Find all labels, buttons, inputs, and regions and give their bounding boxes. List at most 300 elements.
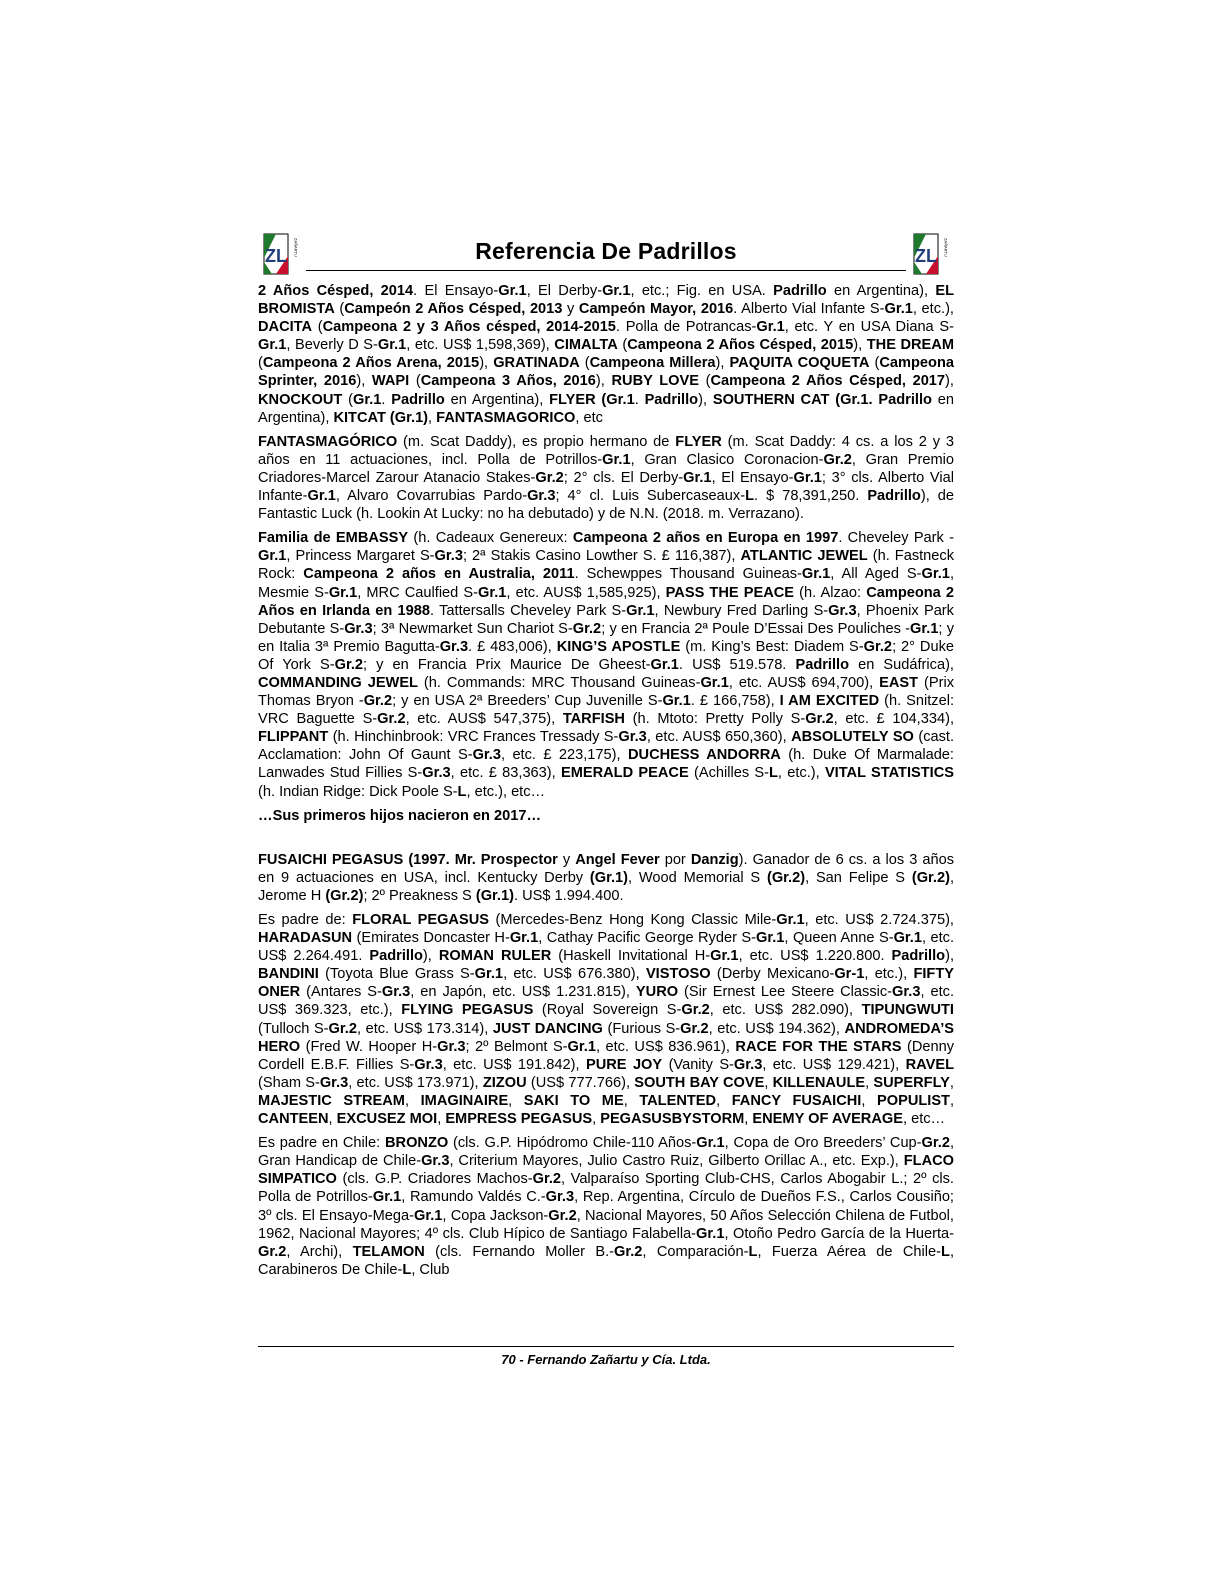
- text-run: , etc.),: [777, 765, 825, 782]
- bold-text-run: Gr.3: [545, 1189, 575, 1206]
- text-run: , etc. US$ 2.264.491.: [258, 930, 955, 965]
- text-run: , Gran Handicap de Chile-: [258, 1135, 955, 1170]
- bold-text-run: FUSAICHI PEGASUS: [258, 851, 404, 868]
- text-run: , Criterium Mayores, Julio Castro Ruiz, Gilberto Orillac A., etc. Exp.),: [449, 1153, 904, 1170]
- text-run: (: [258, 355, 263, 372]
- text-run: , Archi),: [286, 1243, 353, 1260]
- bold-text-run: Gr.1: [377, 337, 407, 354]
- bold-text-run: FLYING PEGASUS: [401, 1002, 534, 1019]
- text-run: ,: [437, 1111, 446, 1128]
- bold-text-run: FLYER (Gr.1: [549, 391, 635, 408]
- bold-text-run: Danzig: [690, 851, 739, 868]
- text-run: y: [562, 301, 579, 318]
- text-run: ,: [949, 1092, 955, 1109]
- svg-text:ZAÑARTU: ZAÑARTU: [293, 238, 299, 257]
- bold-text-run: EMPRESS PEGASUS: [445, 1111, 593, 1128]
- text-run: (cls. Fernando Moller B.-: [424, 1243, 614, 1260]
- text-run: (Sham S-: [258, 1074, 320, 1091]
- text-run: , etc. US$ 836.961),: [595, 1038, 736, 1055]
- text-run: . US$ 1.994.400.: [513, 887, 624, 904]
- text-run: , Gran Clasico Coronacion-: [630, 451, 824, 468]
- text-run: ,: [508, 1092, 524, 1109]
- text-run: (Antares S-: [300, 984, 382, 1001]
- svg-text:ZAÑARTU: ZAÑARTU: [943, 238, 949, 257]
- text-run: , etc. US$ 173.314),: [356, 1020, 493, 1037]
- bold-text-run: Padrillo: [891, 948, 946, 965]
- paragraph-primeros-hijos: [258, 807, 954, 825]
- bold-text-run: PAQUITA COQUETA: [729, 355, 870, 372]
- text-run: , Club: [411, 1261, 450, 1278]
- text-run: ; y en Francia 2ª Poule D’Essai Des Pouliches -: [601, 620, 911, 637]
- bold-text-run: (Gr.2): [325, 887, 364, 904]
- text-run: , Princess Margaret S-: [286, 548, 435, 565]
- bold-text-run: Gr.1: [307, 488, 336, 505]
- text-run: , Cathay Pacific George Ryder S-: [538, 930, 757, 947]
- text-run: (: [869, 355, 880, 372]
- bold-text-run: ROMAN RULER: [438, 948, 552, 965]
- bold-text-run: WAPI: [371, 373, 410, 390]
- bold-text-run: Campeona 2 años en Australia, 2011: [303, 566, 575, 583]
- text-run: (: [698, 373, 711, 390]
- bold-text-run: (Gr.1): [475, 887, 514, 904]
- bold-text-run: DACITA: [258, 319, 313, 336]
- text-run: (: [617, 337, 628, 354]
- bold-text-run: FLORAL PEGASUS: [352, 912, 489, 928]
- page-header: [258, 232, 954, 276]
- bold-text-run: Gr.3: [828, 602, 857, 619]
- text-run: en Argentina),: [444, 391, 550, 408]
- text-run: ),: [853, 337, 867, 354]
- bold-text-run: Gr.1: [921, 566, 950, 583]
- bold-text-run: Gr.1: [258, 548, 287, 565]
- bold-text-run: Gr.1: [696, 1225, 725, 1242]
- text-run: Es padre de:: [258, 912, 353, 928]
- bold-text-run: FIFTY ONER: [258, 966, 954, 1001]
- text-run: ,: [861, 1092, 877, 1109]
- text-run: (h. Fastneck Rock:: [258, 548, 955, 583]
- bold-text-run: Gr.3: [439, 638, 469, 655]
- text-run: , Mesmie S-: [258, 566, 954, 601]
- text-run: (h. Alzao:: [794, 584, 867, 601]
- bold-text-run: Gr.1: [710, 948, 739, 965]
- bold-text-run: Gr.1: [650, 656, 679, 673]
- bold-text-run: RAVEL: [905, 1056, 954, 1073]
- text-run: ,: [592, 1111, 601, 1128]
- bold-text-run: Gr.1: [626, 602, 655, 619]
- text-run: . Cheveley Park -: [838, 530, 954, 547]
- bold-text-run: L: [941, 1243, 950, 1260]
- text-run: , etc. US$ 129.421),: [762, 1056, 906, 1073]
- paragraph-fusaichi-pegasus: [258, 851, 954, 905]
- text-run: (Denny Cordell E.B.F. Fillies S-: [258, 1038, 954, 1073]
- bold-text-run: FANTASMAGÓRICO: [258, 433, 398, 450]
- text-run: , en Japón, etc. US$ 1.231.815),: [410, 984, 636, 1001]
- bold-text-run: Gr.2: [680, 1020, 709, 1037]
- text-run: (m. Scat Daddy), es propio hermano de: [397, 433, 676, 450]
- text-run: , etc…: [902, 1111, 946, 1128]
- bold-text-run: Padrillo: [795, 656, 849, 673]
- text-run: , Jerome H: [258, 869, 955, 904]
- bold-text-run: EL BROMISTA: [258, 283, 954, 318]
- bold-text-run: Gr.1: [602, 283, 631, 299]
- text-run: (Mercedes-Benz Hong Kong Classic Mile-: [488, 912, 777, 928]
- bold-text-run: Padrillo: [773, 283, 827, 299]
- text-run: (Royal Sovereign S-: [533, 1002, 682, 1019]
- bold-text-run: Campeón Mayor, 2016: [578, 301, 734, 318]
- bold-text-run: KNOCKOUT: [258, 391, 343, 408]
- bold-text-run: Campeón 2 Años Césped, 2013: [344, 301, 563, 318]
- bold-text-run: FLYER: [675, 433, 722, 450]
- text-run: ),: [595, 373, 612, 390]
- text-run: ),: [356, 373, 372, 390]
- text-run: ,: [865, 1074, 874, 1091]
- bold-text-run: (Gr.1): [589, 869, 629, 886]
- bold-text-run: PEGASUSBYSTORM: [600, 1111, 745, 1128]
- bold-text-run: PURE JOY: [585, 1056, 663, 1073]
- bold-text-run: ANDROMEDA’S HERO: [258, 1020, 954, 1055]
- paragraph-familia-embassy: [258, 529, 954, 800]
- bold-text-run: Gr.2: [921, 1135, 950, 1152]
- bold-text-run: ABSOLUTELY SO: [791, 729, 914, 746]
- bold-text-run: Gr.2: [681, 1002, 710, 1019]
- bold-text-run: Gr.3: [437, 1038, 466, 1055]
- text-run: (h. Duke Of Marmalade: Lanwades Stud Fillies S-: [258, 747, 954, 782]
- bold-text-run: …Sus primeros hijos nacieron en 2017…: [258, 807, 542, 824]
- bold-text-run: Gr.1: [756, 930, 785, 947]
- text-run: (h. Commands: MRC Thousand Guineas-: [417, 674, 701, 691]
- bold-text-run: Gr.1: [793, 469, 822, 486]
- bold-text-run: VITAL STATISTICS: [824, 765, 954, 782]
- text-run: (Fred W. Hooper H-: [300, 1038, 438, 1055]
- text-run: , Otoño Pedro García de la Huerta-: [724, 1225, 954, 1242]
- text-run: ), de Fantastic Luck (h. Lookin At Lucky: no ha debutado) y de N.N. (2018. m. Verrazano).: [258, 488, 955, 523]
- bold-text-run: Gr.3: [319, 1074, 349, 1091]
- text-run: ; y en USA 2ª Breeders’ Cup Juvenille S-: [392, 693, 663, 710]
- bold-text-run: HARADASUN: [258, 930, 353, 947]
- bold-text-run: MAJESTIC STREAM: [258, 1092, 405, 1109]
- bold-text-run: Gr.3: [344, 620, 373, 637]
- bold-text-run: L: [457, 783, 467, 800]
- text-run: , etc. Y en USA Diana S-: [784, 319, 954, 336]
- bold-text-run: Gr.1: [683, 469, 712, 486]
- text-run: , etc. AUS$ 694,700),: [728, 674, 880, 691]
- text-run: (Haskell Invitational H-: [551, 948, 711, 965]
- zanartu-logo-icon: [258, 232, 304, 276]
- text-run: , etc. £ 104,334),: [833, 711, 954, 728]
- text-run: ; 3ª Newmarket Sun Chariot S-: [372, 620, 573, 637]
- header-rule: [306, 270, 906, 271]
- bold-text-run: COMMANDING JEWEL: [258, 674, 418, 691]
- text-run: (US$ 777.766),: [526, 1074, 635, 1091]
- text-run: , etc. US$ 1,598,369),: [406, 337, 555, 354]
- text-run: (Achilles S-: [688, 765, 769, 782]
- bold-text-run: L: [768, 765, 778, 782]
- bold-text-run: Campeona 2 Años Arena, 2015: [262, 355, 480, 372]
- text-run: ,: [744, 1111, 753, 1128]
- bold-text-run: EXCUSEZ MOI: [336, 1111, 438, 1128]
- bold-text-run: Gr.2: [548, 1207, 577, 1224]
- text-run: , All Aged S-: [830, 566, 922, 583]
- text-run: , Ramundo Valdés C.-: [401, 1189, 546, 1206]
- text-run: . US$ 519.578.: [678, 656, 796, 673]
- text-run: , etc. AUS$ 547,375),: [405, 711, 563, 728]
- bold-text-run: Gr.1: [756, 319, 785, 336]
- bold-text-run: Gr.1: [662, 693, 691, 710]
- bold-text-run: THE DREAM: [866, 337, 954, 354]
- text-run: , Carabineros De Chile-: [258, 1243, 954, 1278]
- text-run: , Alvaro Covarrubias Pardo-: [335, 488, 528, 505]
- body-text: [258, 282, 954, 1279]
- text-run: ,: [428, 409, 437, 426]
- bold-text-run: Gr.1: [353, 391, 382, 408]
- text-run: ),: [479, 355, 494, 372]
- text-run: ,: [404, 1092, 421, 1109]
- bold-text-run: Gr-1: [834, 966, 865, 983]
- bold-text-run: Gr.1: [328, 584, 358, 601]
- text-run: , etc. US$ 191.842),: [442, 1056, 586, 1073]
- text-run: ,: [716, 1092, 732, 1109]
- bold-text-run: (1997. Mr. Prospector: [408, 851, 558, 868]
- text-run: , San Felipe S: [805, 869, 912, 886]
- text-run: , El Ensayo-: [711, 469, 794, 486]
- bold-text-run: Gr.1: [509, 930, 539, 947]
- bold-text-run: Gr.1: [258, 337, 287, 354]
- text-run: (Furious S-: [602, 1020, 681, 1037]
- text-run: (Derby Mexicano-: [710, 966, 835, 983]
- bold-text-run: FLACO SIMPATICO: [258, 1153, 954, 1188]
- bold-text-run: BRONZO: [384, 1135, 449, 1152]
- bold-text-run: POPULIST: [877, 1092, 950, 1109]
- text-run: (: [312, 319, 323, 336]
- bold-text-run: CIMALTA: [554, 337, 618, 354]
- text-run: ; 4° cl. Luis Subercaseaux-: [555, 488, 746, 505]
- text-run: ; 2° cls. El Derby-: [563, 469, 684, 486]
- bold-text-run: Gr.3: [421, 1153, 450, 1170]
- bold-text-run: VISTOSO: [645, 966, 711, 983]
- text-run: (cast. Acclamation: John Of Gaunt S-: [258, 729, 955, 764]
- text-run: , etc.),: [864, 966, 914, 983]
- bold-text-run: Gr.1: [372, 1189, 402, 1206]
- text-run: (Sir Ernest Lee Steere Classic-: [678, 984, 893, 1001]
- bold-text-run: L: [748, 1243, 758, 1260]
- bold-text-run: Gr.3: [618, 729, 647, 746]
- text-run: , Phoenix Park Debutante S-: [258, 602, 954, 637]
- text-run: , El Derby-: [526, 283, 603, 299]
- bold-text-run: Gr.2: [614, 1243, 643, 1260]
- bold-text-run: Padrillo: [867, 488, 921, 505]
- text-run: ; y en Italia 3ª Premio Bagutta-: [258, 620, 955, 655]
- text-run: , Nacional Mayores, 50 Años Selección Chilena de Futbol, 1962, Nacional Mayores; 4º cls. Club Hípico de Santiago Falabella-: [258, 1207, 954, 1242]
- text-run: ),: [422, 948, 439, 965]
- text-run: ),: [945, 948, 954, 965]
- text-run: en Sudáfrica),: [849, 656, 954, 673]
- zanartu-logo-icon: [908, 232, 954, 276]
- bold-text-run: Padrillo: [644, 391, 699, 408]
- text-run: ),: [698, 391, 713, 408]
- bold-text-run: Gr.2: [334, 656, 363, 673]
- bold-text-run: EAST: [879, 674, 919, 691]
- text-run: , Beverly D S-: [286, 337, 378, 354]
- bold-text-run: KITCAT (Gr.1): [333, 409, 429, 426]
- bold-text-run: Gr.3: [434, 548, 463, 565]
- text-run: ; 3° cls. Alberto Vial Infante-: [258, 469, 954, 505]
- bold-text-run: Campeona 2 Años en Irlanda en 1988: [258, 584, 955, 619]
- bold-text-run: Gr.1: [700, 674, 729, 691]
- text-run: (Prix Thomas Bryon -: [258, 674, 954, 710]
- text-run: en Argentina),: [258, 391, 954, 426]
- text-run: . Schewppes Thousand Guineas-: [574, 566, 802, 583]
- bold-text-run: Gr.2: [363, 693, 393, 710]
- text-run: (m. King’s Best: Diadem S-: [680, 638, 864, 655]
- text-run: . El Ensayo-: [413, 283, 499, 299]
- text-run: ; 2º Belmont S-: [465, 1038, 568, 1055]
- paragraph-es-padre-de: [258, 911, 954, 1128]
- bold-text-run: Gr.1: [884, 301, 913, 318]
- section-gap: [258, 831, 954, 851]
- text-run: , Rep. Argentina, Círculo de Dueños F.S., Carlos Cousiño; 3º cls. El Ensayo-Mega-: [258, 1189, 954, 1224]
- bold-text-run: Gr.1: [801, 566, 831, 583]
- page: [258, 232, 954, 1285]
- text-run: , Copa Jackson-: [442, 1207, 549, 1224]
- bold-text-run: Familia de EMBASSY: [258, 530, 409, 547]
- text-run: , etc. US$ 369.323, etc.),: [258, 984, 954, 1019]
- text-run: , etc.),: [912, 301, 954, 318]
- text-run: , etc. US$ 676.380),: [503, 966, 646, 983]
- text-run: , Copa de Oro Breeders’ Cup-: [724, 1135, 922, 1152]
- bold-text-run: SOUTHERN CAT (Gr.1. Padrillo: [712, 391, 932, 408]
- bold-text-run: Gr.2: [805, 711, 834, 728]
- bold-text-run: Gr.2: [863, 638, 893, 655]
- bold-text-run: FANTASMAGORICO: [436, 409, 576, 426]
- text-run: ,: [949, 1074, 954, 1091]
- text-run: . £ 483,006),: [468, 638, 557, 655]
- text-run: ). Ganador de 6 cs. a los 3 años en 9 actuaciones en USA, incl. Kentucky Derby: [258, 851, 954, 886]
- bold-text-run: Campeona 3 Años, 2016: [420, 373, 596, 390]
- bold-text-run: Gr.1: [776, 912, 805, 928]
- bold-text-run: Campeona 2 y 3 Años césped, 2014-2015: [322, 319, 616, 336]
- text-run: (cls. G.P. Criadores Machos-: [336, 1171, 533, 1188]
- text-run: ,: [623, 1092, 640, 1109]
- text-run: , Newbury Fred Darling S-: [654, 602, 829, 619]
- text-run: . $ 78,391,250.: [754, 488, 868, 505]
- text-run: , Wood Memorial S: [628, 869, 767, 886]
- text-run: (h. Indian Ridge: Dick Poole S-: [258, 783, 458, 800]
- bold-text-run: Gr.1: [602, 451, 631, 468]
- bold-text-run: ATLANTIC JEWEL: [740, 548, 868, 565]
- bold-text-run: Gr.2: [532, 1171, 562, 1188]
- text-run: , MRC Caulfied S-: [357, 584, 479, 601]
- text-run: , etc. US$ 2.724.375),: [804, 912, 954, 928]
- bold-text-run: Gr.2: [572, 620, 602, 637]
- bold-text-run: Gr.2: [258, 1243, 287, 1260]
- text-run: ),: [945, 373, 954, 390]
- bold-text-run: Campeona Millera: [589, 355, 716, 372]
- text-run: . Polla de Potrancas-: [615, 319, 757, 336]
- bold-text-run: Padrillo: [391, 391, 445, 408]
- text-run: . Alberto Vial Infante S-: [733, 301, 885, 318]
- text-run: , Valparaíso Sporting Club-CHS, Carlos Abogabir L.; 2º cls. Polla de Potrillos-: [258, 1171, 954, 1206]
- text-run: . £ 166,758),: [690, 693, 780, 710]
- text-run: , etc.), etc…: [466, 783, 546, 800]
- bold-text-run: PASS THE PEACE: [665, 584, 795, 601]
- text-run: , etc. AUS$ 650,360),: [646, 729, 792, 746]
- text-run: , Comparación-: [642, 1243, 749, 1260]
- bold-text-run: Gr.1: [478, 584, 507, 601]
- bold-text-run: BANDINI: [258, 966, 319, 983]
- bold-text-run: TELAMON: [352, 1243, 425, 1260]
- text-run: , Queen Anne S-: [784, 930, 894, 947]
- bold-text-run: CANTEEN: [258, 1111, 329, 1128]
- bold-text-run: Gr.3: [422, 765, 451, 782]
- bold-text-run: Gr.3: [381, 984, 411, 1001]
- bold-text-run: SUPERFLY: [873, 1074, 950, 1091]
- bold-text-run: RUBY LOVE: [611, 373, 699, 390]
- bold-text-run: Gr.3: [472, 747, 501, 764]
- bold-text-run: KING’S APOSTLE: [556, 638, 681, 655]
- bold-text-run: Gr.3: [892, 984, 921, 1001]
- paragraph-es-padre-en-chile: [258, 1134, 954, 1279]
- text-run: , etc. US$ 194.362),: [708, 1020, 845, 1037]
- text-run: en Argentina),: [826, 283, 936, 299]
- text-run: (m. Scat Daddy: 4 cs. a los 2 y 3 años en 11 actuaciones, incl. Polla de Potrillos-: [258, 433, 954, 468]
- bold-text-run: DUCHESS ANDORRA: [627, 747, 781, 764]
- bold-text-run: Campeona 2 Años Césped, 2015: [627, 337, 854, 354]
- bold-text-run: Campeona 2 Años Césped, 2017: [710, 373, 946, 390]
- text-run: por: [659, 851, 691, 868]
- text-run: (: [334, 301, 345, 318]
- text-run: (h. Hinchinbrook: VRC Frances Tressady S-: [328, 729, 619, 746]
- text-run: (Vanity S-: [662, 1056, 734, 1073]
- bold-text-run: Angel Fever: [575, 851, 660, 868]
- bold-text-run: GRATINADA: [493, 355, 580, 372]
- bold-text-run: Gr.1: [414, 1207, 443, 1224]
- bold-text-run: SOUTH BAY COVE: [634, 1074, 765, 1091]
- text-run: , etc. £ 223,175),: [500, 747, 628, 764]
- text-run: (: [409, 373, 421, 390]
- text-run: (h. Cadeaux Genereux:: [408, 530, 573, 547]
- bold-text-run: TIPUNGWUTI: [861, 1002, 954, 1019]
- paragraph-bromista: [258, 282, 954, 427]
- bold-text-run: L: [402, 1261, 412, 1278]
- bold-text-run: (Gr.2): [766, 869, 806, 886]
- bold-text-run: Campeona 2 años en Europa en 1997: [572, 530, 839, 547]
- text-run: ,: [328, 1111, 337, 1128]
- bold-text-run: Gr.1: [910, 620, 939, 637]
- bold-text-run: Gr.1: [474, 966, 504, 983]
- text-run: , etc.; Fig. en USA.: [630, 283, 774, 299]
- text-run: (cls. G.P. Hipódromo Chile-110 Años-: [448, 1135, 697, 1152]
- text-run: (Emirates Doncaster H-: [352, 930, 510, 947]
- bold-text-run: L: [745, 488, 754, 505]
- bold-text-run: YURO: [635, 984, 679, 1001]
- bold-text-run: Gr.3: [527, 488, 556, 505]
- text-run: . Tattersalls Cheveley Park S-: [430, 602, 627, 619]
- bold-text-run: SAKI TO ME: [523, 1092, 624, 1109]
- bold-text-run: Gr.2: [823, 451, 852, 468]
- bold-text-run: TALENTED: [639, 1092, 717, 1109]
- text-run: (Toyota Blue Grass S-: [318, 966, 475, 983]
- bold-text-run: Padrillo: [369, 948, 423, 965]
- bold-text-run: FANCY FUSAICHI: [731, 1092, 862, 1109]
- text-run: .: [381, 391, 392, 408]
- text-run: ; y en Francia Prix Maurice De Gheest-: [363, 656, 651, 673]
- bold-text-run: Gr.3: [733, 1056, 763, 1073]
- text-run: ),: [715, 355, 730, 372]
- bold-text-run: (Gr.2): [911, 869, 950, 886]
- bold-text-run: TARFISH: [562, 711, 625, 728]
- text-run: (: [342, 391, 354, 408]
- text-run: y: [557, 851, 576, 868]
